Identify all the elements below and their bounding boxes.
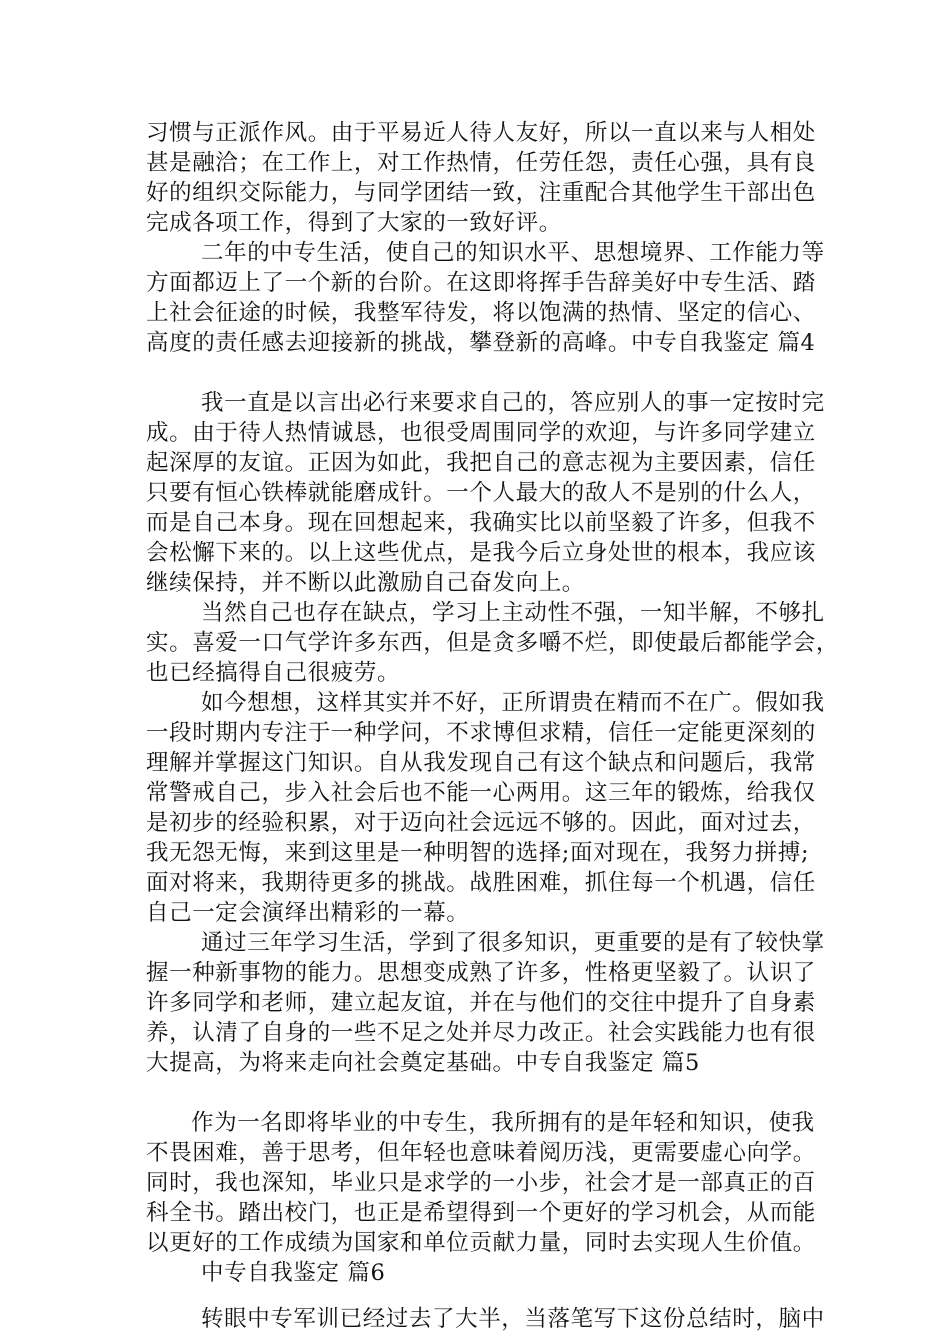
text-line: 养，认清了自身的一些不足之处并尽力改正。社会实践能力也有很 [146,1020,816,1046]
text-line: 一段时期内专注于一种学问，不求博但求精，信任一定能更深刻的 [146,720,816,746]
text-line: 我无怨无悔，来到这里是一种明智的选择;面对现在，我努力拼搏; [146,840,810,866]
text-line: 面对将来，我期待更多的挑战。战胜困难，抓住每一个机遇，信任 [146,870,816,896]
text-line: 成。由于待人热情诚恳，也很受周围同学的欢迎，与许多同学建立 [146,420,816,446]
text-line: 会松懈下来的。以上这些优点，是我今后立身处世的根本，我应该 [146,540,816,566]
text-line: 许多同学和老师，建立起友谊，并在与他们的交往中提升了自身素 [146,990,816,1016]
text-line: 自己一定会演绎出精彩的一幕。 [146,900,470,926]
text-line: 起深厚的友谊。正因为如此，我把自己的意志视为主要因素，信任 [146,450,816,476]
paragraph-first-line: 二年的中专生活，使自己的知识水平、思想境界、工作能力等 [201,240,825,266]
text-line: 科全书。踏出校门，也正是希望得到一个更好的学习机会，从而能 [146,1200,816,1226]
paragraph-first-line: 我一直是以言出必行来要求自己的，答应别人的事一定按时完 [201,390,825,416]
text-line: 好的组织交际能力，与同学团结一致，注重配合其他学生干部出色 [146,180,816,206]
paragraph-first-line: 作为一名即将毕业的中专生，我所拥有的是年轻和知识，使我 [191,1110,815,1136]
text-line: 同时，我也深知，毕业只是求学的一小步，社会才是一部真正的百 [146,1170,816,1196]
text-line: 实。喜爱一口气学许多东西，但是贪多嚼不烂，即使最后都能学会， [146,630,840,656]
text-line: 握一种新事物的能力。思想变成熟了许多，性格更坚毅了。认识了 [146,960,816,986]
paragraph-first-line: 如今想想，这样其实并不好，正所谓贵在精而不在广。假如我 [201,690,825,716]
text-line: 只要有恒心铁棒就能磨成针。一个人最大的敌人不是别的什么人， [146,480,816,506]
section-heading: 中专自我鉴定 篇6 [201,1260,386,1286]
text-line: 继续保持，并不断以此激励自己奋发向上。 [146,570,585,596]
text-line: 上社会征途的时候，我整军待发，将以饱满的热情、坚定的信心、 [146,300,816,326]
section-heading-line: 大提高，为将来走向社会奠定基础。中专自我鉴定 篇5 [146,1050,700,1076]
text-line: 方面都迈上了一个新的台阶。在这即将挥手告辞美好中专生活、踏 [146,270,816,296]
text-line: 理解并掌握这门知识。自从我发现自己有这个缺点和问题后，我常 [146,750,816,776]
text-line: 也已经搞得自己很疲劳。 [146,660,401,686]
section-heading-line: 高度的责任感去迎接新的挑战，攀登新的高峰。中专自我鉴定 篇4 [146,330,816,356]
paragraph-first-line: 当然自己也存在缺点，学习上主动性不强，一知半解，不够扎 [201,600,825,626]
text-line: 习惯与正派作风。由于平易近人待人友好，所以一直以来与人相处 [146,120,816,146]
text-line: 甚是融洽；在工作上，对工作热情，任劳任怨，责任心强，具有良 [146,150,816,176]
text-line: 是初步的经验积累，对于迈向社会远远不够的。因此，面对过去， [146,810,816,836]
paragraph-first-line: 转眼中专军训已经过去了大半，当落笔写下这份总结时，脑中 [201,1306,825,1332]
text-line: 以更好的工作成绩为国家和单位贡献力量，同时去实现人生价值。 [146,1230,816,1256]
paragraph-first-line: 通过三年学习生活，学到了很多知识，更重要的是有了较快掌 [201,930,825,956]
text-line: 常警戒自己，步入社会后也不能一心两用。这三年的锻炼，给我仅 [146,780,816,806]
text-line: 不畏困难，善于思考，但年轻也意味着阅历浅，更需要虚心向学。 [146,1140,816,1166]
text-line: 而是自己本身。现在回想起来，我确实比以前坚毅了许多，但我不 [146,510,816,536]
text-line: 完成各项工作，得到了大家的一致好评。 [146,210,562,236]
